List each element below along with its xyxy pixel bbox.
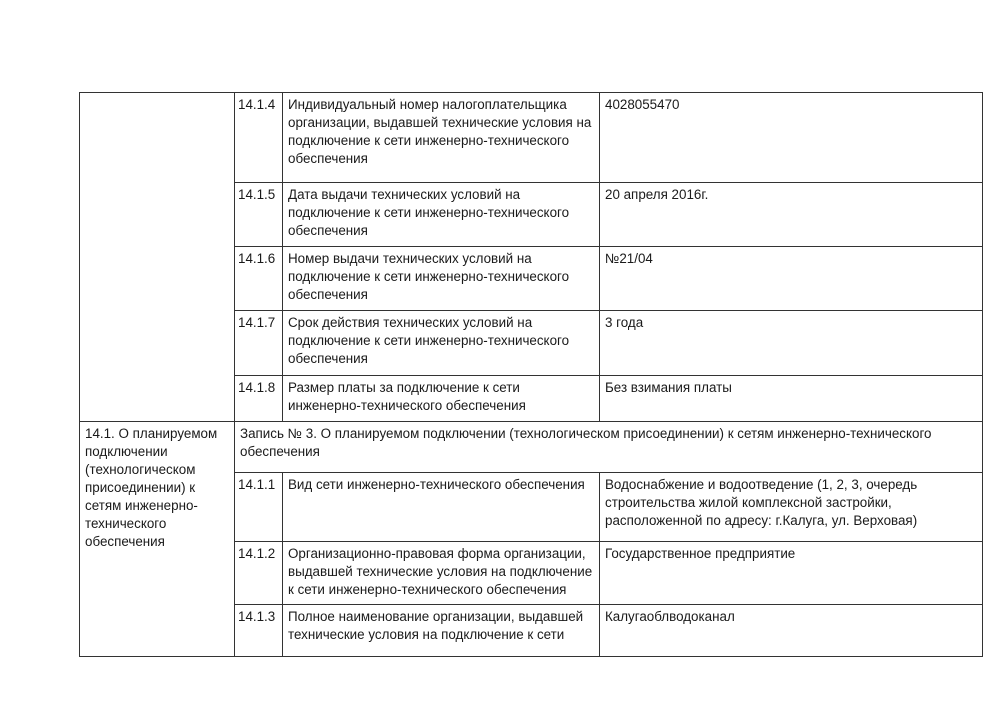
record-title: Запись № 3. О планируемом подключении (технологическом присоединении) к сетям инженерно-технического обеспечения [234, 421, 983, 473]
row-num-cell: 14.1.2 [234, 541, 283, 605]
row-num-cell: 14.1.4 [234, 92, 283, 183]
row-desc-cell: Срок действия технических условий на подключение к сети инженерно-технического обеспечения [282, 310, 600, 376]
row-desc-cell: Размер платы за подключение к сети инженерно-технического обеспечения [282, 375, 600, 422]
row-num-cell: 14.1.5 [234, 182, 283, 247]
row-value-cell: 3 года [599, 310, 983, 376]
row-value-cell: Без взимания платы [599, 375, 983, 422]
row-value-cell: Водоснабжение и водоотведение (1, 2, 3, очередь строительства жилой комплексной застройки, расположенной по адресу: г.Калуга, ул. Верховая) [599, 472, 983, 542]
row-num-cell: 14.1.1 [234, 472, 283, 542]
row-desc-cell: Организационно-правовая форма организации, выдавшей технические условия на подключение к сети инженерно-технического обеспечения [282, 541, 600, 605]
row-desc-cell: Полное наименование организации, выдавшей технические условия на подключение к сети [282, 604, 600, 657]
section-heading: 14.1. О планируемом подключении (технологическом присоединении) к сетям инженерно-технического обеспечения [79, 421, 235, 657]
row-value-cell: 20 апреля 2016г. [599, 182, 983, 247]
row-desc-cell: Номер выдачи технических условий на подключение к сети инженерно-технического обеспечения [282, 246, 600, 311]
empty-section-cell [79, 92, 235, 422]
row-value-cell: 4028055470 [599, 92, 983, 183]
row-num-cell: 14.1.8 [234, 375, 283, 422]
row-num-cell: 14.1.7 [234, 310, 283, 376]
row-desc-cell: Индивидуальный номер налогоплательщика организации, выдавшей технические условия на подключение к сети инженерно-технического обеспечения [282, 92, 600, 183]
row-value-cell: Государственное предприятие [599, 541, 983, 605]
row-value-cell: №21/04 [599, 246, 983, 311]
row-desc-cell: Вид сети инженерно-технического обеспечения [282, 472, 600, 542]
row-num-cell: 14.1.3 [234, 604, 283, 657]
row-desc-cell: Дата выдачи технических условий на подключение к сети инженерно-технического обеспечения [282, 182, 600, 247]
row-num-cell: 14.1.6 [234, 246, 283, 311]
row-value-cell: Калугаоблводоканал [599, 604, 983, 657]
